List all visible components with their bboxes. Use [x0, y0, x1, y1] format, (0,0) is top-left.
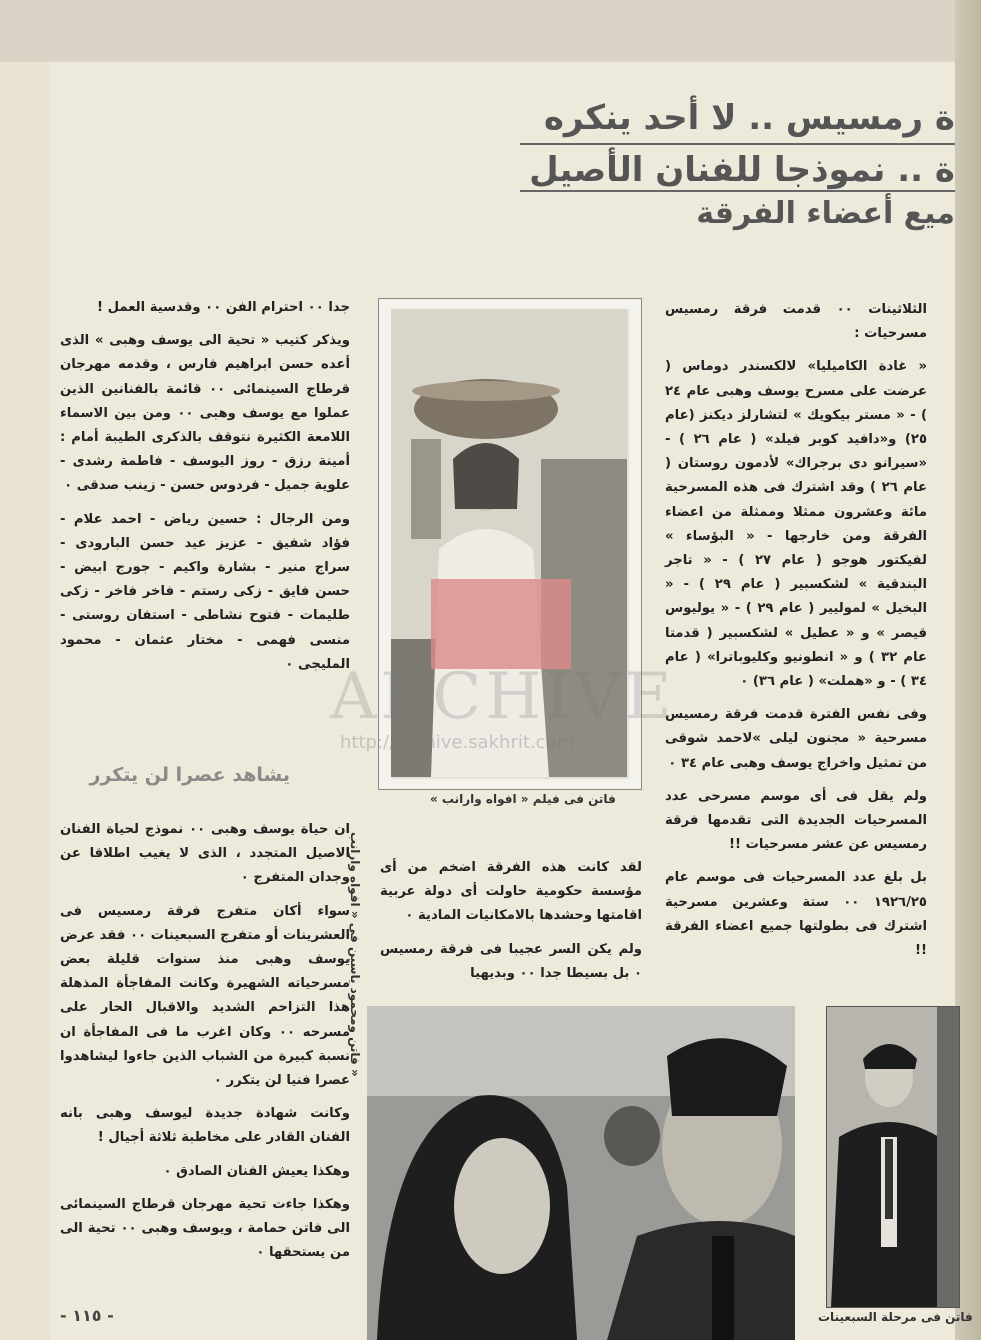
paragraph: ولم يكن السر عجيبا فى فرقة رمسيس ٠ بل بسيطا جدا ٠٠ وبديهيا	[380, 941, 642, 981]
paragraph: الثلاثينات ٠٠ قدمت فرقة رمسيس مسرحيات :	[665, 302, 927, 342]
headline-rule	[520, 143, 955, 145]
headline-line-2: ة .. نموذجا للفنان الأصيل	[529, 150, 955, 190]
photo-caption-vertical: فاتن ومحمود ياسين فى « افواه وارانب »	[348, 832, 362, 1077]
paragraph: وهكذا يعيش الفنان الصادق ٠	[163, 1163, 350, 1179]
section-subheading: يشاهد عصرا لن يتكرر	[89, 764, 290, 786]
paragraph: ولم يقل فى أى موسم مسرحى عدد المسرحيات الجديدة التى تقدمها فرقة رمسيس عن عشر مسرحيات !!	[665, 788, 927, 853]
headline-line-1: ة رمسيس .. لا أحد ينكره	[543, 98, 955, 138]
photo-caption: فاتن فى مرحلة السبعينات	[818, 1310, 973, 1324]
photo-faten-mahmoud	[367, 1006, 795, 1340]
paragraph: لقد كانت هذه الفرقة اضخم من أى مؤسسة حكومية حاولت أى دولة عربية اقامتها وحشدها بالامكانيات المادية ٠	[380, 860, 642, 924]
article-column-left-lower	[60, 818, 350, 1274]
headline-line-3: ميع أعضاء الفرقة	[696, 196, 955, 231]
scan-top-strip	[0, 0, 981, 62]
paragraph: وهكذا جاءت تحية مهرجان قرطاج السينمائى الى فاتن حمامة ، ويوسف وهبى ٠٠ تحية الى من يستحقها ٠	[60, 1196, 350, 1261]
headline-rule	[520, 190, 955, 192]
paragraph: « غادة الكاميليا» لالكسندر دوماس ( عرضت على مسرح يوسف وهبى عام ٢٤ ) - « مستر بيكويك » لتشارلز ديكنز (عام ٢٥) و«دافيد كوبر فيلد» ( عام ٢٦ ) - «سيرانو دى برجراك» لأدمون روستان ( عام ٢٦ ) وقد اشترك فى هذه المسرحية مائة وعشرون ممثلا وممثلة من اعضاء الفرقة ومن خارجها - « البؤساء » لفيكتور هوجو ( عام ٢٧ ) - « تاجر البندقية » لشكسبير ( عام ٢٩ ) - « البخيل » لموليير ( عام ٢٩ ) - « يوليوس قيصر » و « عطيل » لشكسبير ( قدمتا عام ٣٢ ) و « انطونيو وكليوباترا» ( عام ٣٤ ) - و «هملت» ( عام ٣٦) ٠	[665, 359, 928, 690]
photo-illustration	[367, 1006, 795, 1340]
photo-illustration	[827, 1007, 959, 1307]
paragraph: وكانت شهادة جديدة ليوسف وهبى بانه الفنان القادر على مخاطبة ثلاثة أجيال !	[60, 1106, 350, 1146]
paragraph: ومن الرجال : حسين رياض - احمد علام - فؤاد شفيق - عزيز عيد حسن البارودى - سراج منير - بشارة واكيم - جورج ابيض - حسن فايق - زكى رستم - فاخر فاخر - زكى طليمات - فتوح نشاطى - استفان روستى - منسى فهمى - مختار عثمان - محمود المليجى ٠	[60, 511, 350, 672]
paragraph: بل بلغ عدد المسرحيات فى موسم عام ١٩٢٦/٢٥ ٠٠ ستة وعشرين مسرحية اشترك فى بطولتها جميع اعضاء الفرقة !!	[665, 870, 927, 959]
photo-caption: فاتن فى فيلم « افواه وارانب »	[430, 792, 616, 806]
paragraph: جدا ٠٠ احترام الفن ٠٠ وقدسية العمل !	[97, 300, 350, 315]
paragraph: ان حياة يوسف وهبى ٠٠ نموذج لحياة الفنان الاصيل المتجدد ، الذى لا يغيب اطلاقا عن وجدان المتفرج ٠	[60, 822, 350, 886]
photo-faten-seventies	[826, 1006, 960, 1308]
page-number: - ١١٥ -	[60, 1306, 114, 1325]
paragraph: ويذكر كتيب « تحية الى يوسف وهبى » الذى أعده حسن ابراهيم فارس ، وقدمه مهرجان قرطاج السينمائى ٠٠ قائمة بالفنانين الذين عملوا مع يوسف وهبى ٠٠ ومن بين الاسماء اللامعة الكثيرة نتوقف بالذكرى الطيبة أمام : أمينة رزق - روز اليوسف - فاطمة رشدى - علوية جميل - فردوس حسن - زينب صدقى ٠	[60, 333, 350, 494]
paragraph: سواء أكان متفرج فرقة رمسيس فى العشرينات أو متفرج السبعينات ٠٠ فقد عرض يوسف وهبى منذ سنوات قليلة بعض مسرحياته الشهيرة وكانت المفاجأة المذهلة هذا التزاحم الشديد والاقبال الحار على مسرحه ٠٠ وكان اغرب ما فى المفاجأة ان نسبة كبيرة من الشباب الذين جاءوا ليشاهدوا عصرا فنيا لن يتكرر ٠	[60, 903, 350, 1089]
paragraph: وفى نفس الفترة قدمت فرقة رمسيس مسرحية « مجنون ليلى »لاحمد شوقى من تمثيل واخراج يوسف وهبى عام ٣٤ ٠	[665, 707, 927, 771]
article-column-right	[665, 298, 927, 972]
watermark-logo: ARCHIVE	[330, 660, 676, 734]
article-column-left	[60, 296, 350, 686]
watermark-url: http://Archive.sakhrit.com	[340, 732, 575, 753]
article-column-middle	[380, 856, 642, 995]
